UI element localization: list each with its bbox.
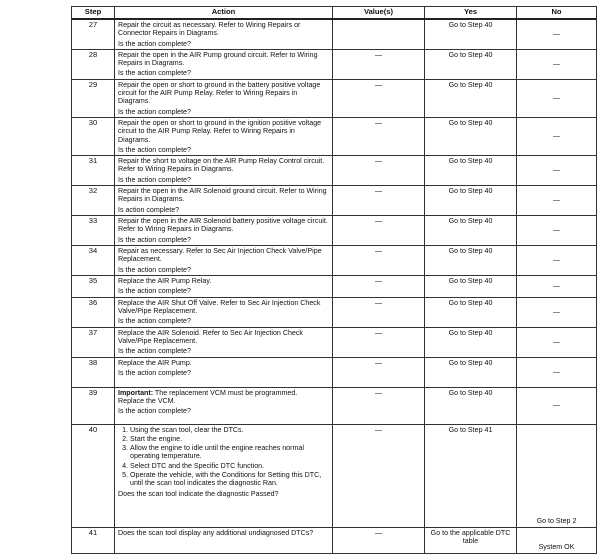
action-question: Is the action complete? [118,107,191,116]
header-no: No [517,7,597,20]
table-row [72,327,597,357]
yes-cell: Go to Step 40 [425,215,517,245]
yes-cell: Go to Step 40 [425,79,517,117]
step-number: 36 [72,297,115,327]
action-text: Repair the circuit as necessary. Refer to Wiring Repairs or Connector Repairs in Diagrams. [118,21,301,38]
yes-cell: Go to Step 40 [425,117,517,155]
action-text: Replace the AIR Shut Off Valve. Refer to Sec Air Injection Check Valve/Pipe Replacement. [118,298,321,315]
step-number: 29 [72,79,115,117]
table-row [72,186,597,216]
no-cell: System OK [517,527,597,553]
yes-cell: Go to Step 40 [425,357,517,387]
important-note: The replacement VCM must be programmed. [153,388,298,397]
value-cell: — [333,297,425,327]
procedure-step: 4. Select DTC and the Specific DTC function. [130,462,329,470]
table-row [72,117,597,155]
action-text: Does the scan tool display any additional undiagnosed DTCs? [118,528,314,537]
action-question: Is the action complete? [118,145,191,154]
header-yes: Yes [425,7,517,20]
table-body [72,19,597,553]
no-cell: — [517,156,597,186]
no-cell: — [517,215,597,245]
step-number: 39 [72,387,115,424]
yes-cell: Go to Step 40 [425,327,517,357]
no-cell: — [517,327,597,357]
table-header-row [72,7,597,20]
table-row [72,297,597,327]
action-cell [115,357,333,387]
diagnostic-table [71,6,597,554]
step-number: 38 [72,357,115,387]
table-row [72,387,597,424]
action-question: Does the scan tool indicate the diagnostic Passed? [118,489,279,498]
action-question: Is the action complete? [118,347,191,356]
value-cell: — [333,156,425,186]
action-text: Replace the AIR Solenoid. Refer to Sec Air Injection Check Valve/Pipe Replacement. [118,328,303,345]
action-cell [115,79,333,117]
value-cell: — [333,79,425,117]
no-cell: — [517,79,597,117]
no-cell: — [517,186,597,216]
action-text: Repair the open in the AIR Pump ground circuit. Refer to Wiring Repairs in Diagrams. [118,50,318,68]
header-step: Step [72,7,115,20]
yes-cell: Go to Step 40 [425,387,517,424]
action-cell [115,156,333,186]
step-number: 31 [72,156,115,186]
yes-cell: Go to the applicable DTC table [425,527,517,553]
yes-cell: Go to Step 40 [425,297,517,327]
action-question: Is the action complete? [118,69,191,78]
action-text: Repair the open or short to ground in the ignition positive voltage circuit to the AIR Pump Relay. Refer to Wiring Repairs in Diagrams. [118,118,322,144]
action-text: Replace the AIR Pump Relay. [118,276,212,285]
action-question: Is the action complete? [118,39,191,48]
important-label: Important: [118,388,154,397]
action-text: Repair the open in the AIR Solenoid ground circuit. Refer to Wiring Repairs in Diagrams. [118,187,327,204]
table-row [72,527,597,553]
table-row [72,215,597,245]
action-question: Is action complete? [118,205,180,214]
value-cell: — [333,327,425,357]
step-number: 40 [72,424,115,527]
action-question: Is the action complete? [118,175,191,184]
no-cell: — [517,49,597,79]
procedure-list [118,426,329,488]
action-cell [115,275,333,297]
no-cell: Go to Step 2 [517,424,597,527]
action-cell [115,245,333,275]
yes-cell: Go to Step 41 [425,424,517,527]
value-cell: — [333,186,425,216]
action-cell [115,186,333,216]
step-number: 34 [72,245,115,275]
step-number: 27 [72,19,115,49]
step-number: 33 [72,215,115,245]
yes-cell: Go to Step 40 [425,186,517,216]
table-row [72,19,597,49]
action-question: Is the action complete? [118,368,191,377]
header-values: Value(s) [333,7,425,20]
action-cell [115,49,333,79]
value-cell [333,19,425,49]
value-cell: — [333,424,425,527]
yes-cell: Go to Step 40 [425,49,517,79]
step-number: 30 [72,117,115,155]
action-cell [115,327,333,357]
no-cell: — [517,357,597,387]
action-cell [115,117,333,155]
value-cell: — [333,357,425,387]
table-row [72,275,597,297]
value-cell: — [333,527,425,553]
yes-cell: Go to Step 40 [425,275,517,297]
step-number: 37 [72,327,115,357]
value-cell: — [333,245,425,275]
action-question: Is the action complete? [118,265,191,274]
action-question: Is the action complete? [118,317,191,326]
table-row [72,245,597,275]
action-cell [115,387,333,424]
table-row [72,357,597,387]
yes-cell: Go to Step 40 [425,19,517,49]
header-action: Action [115,7,333,20]
value-cell: — [333,49,425,79]
no-cell: — [517,297,597,327]
action-cell [115,424,333,527]
procedure-step: 1. Using the scan tool, clear the DTCs. [130,426,329,434]
value-cell: — [333,275,425,297]
action-cell [115,215,333,245]
action-question: Is the action complete? [118,287,191,296]
procedure-step: 5. Operate the vehicle, with the Conditions for Setting this DTC, until the scan tool indicates the diagnostic Ran. [130,471,329,488]
procedure-step: 3. Allow the engine to idle until the engine reaches normal operating temperature. [130,444,329,461]
action-text: Replace the AIR Pump. [118,358,192,367]
value-cell: — [333,117,425,155]
value-cell: — [333,387,425,424]
no-cell: — [517,117,597,155]
action-text: Replace the VCM. [118,396,176,405]
action-text: Repair the short to voltage on the AIR Pump Relay Control circuit. Refer to Wiring Repairs in Diagrams. [118,157,325,174]
action-text: Repair the open or short to ground in the battery positive voltage circuit for the AIR Pump Relay. Refer to Wiring Repairs in Diagrams. [118,80,321,106]
table-row [72,424,597,527]
step-number: 35 [72,275,115,297]
no-cell: — [517,275,597,297]
no-cell: — [517,19,597,49]
table-row [72,49,597,79]
table-row [72,79,597,117]
action-text: Repair as necessary. Refer to Sec Air Injection Check Valve/Pipe Replacement. [118,246,322,264]
step-number: 28 [72,49,115,79]
action-question: Is the action complete? [118,407,191,416]
no-cell: — [517,245,597,275]
yes-cell: Go to Step 40 [425,156,517,186]
action-cell [115,297,333,327]
step-number: 41 [72,527,115,553]
no-cell: — [517,387,597,424]
procedure-step: 2. Start the engine. [130,435,329,443]
step-number: 32 [72,186,115,216]
action-cell [115,19,333,49]
action-cell [115,527,333,553]
table-row [72,156,597,186]
value-cell: — [333,215,425,245]
action-question: Is the action complete? [118,235,191,244]
action-text: Repair the open in the AIR Solenoid battery positive voltage circuit. Refer to Wiring Repairs in Diagrams. [118,216,328,234]
yes-cell: Go to Step 40 [425,245,517,275]
